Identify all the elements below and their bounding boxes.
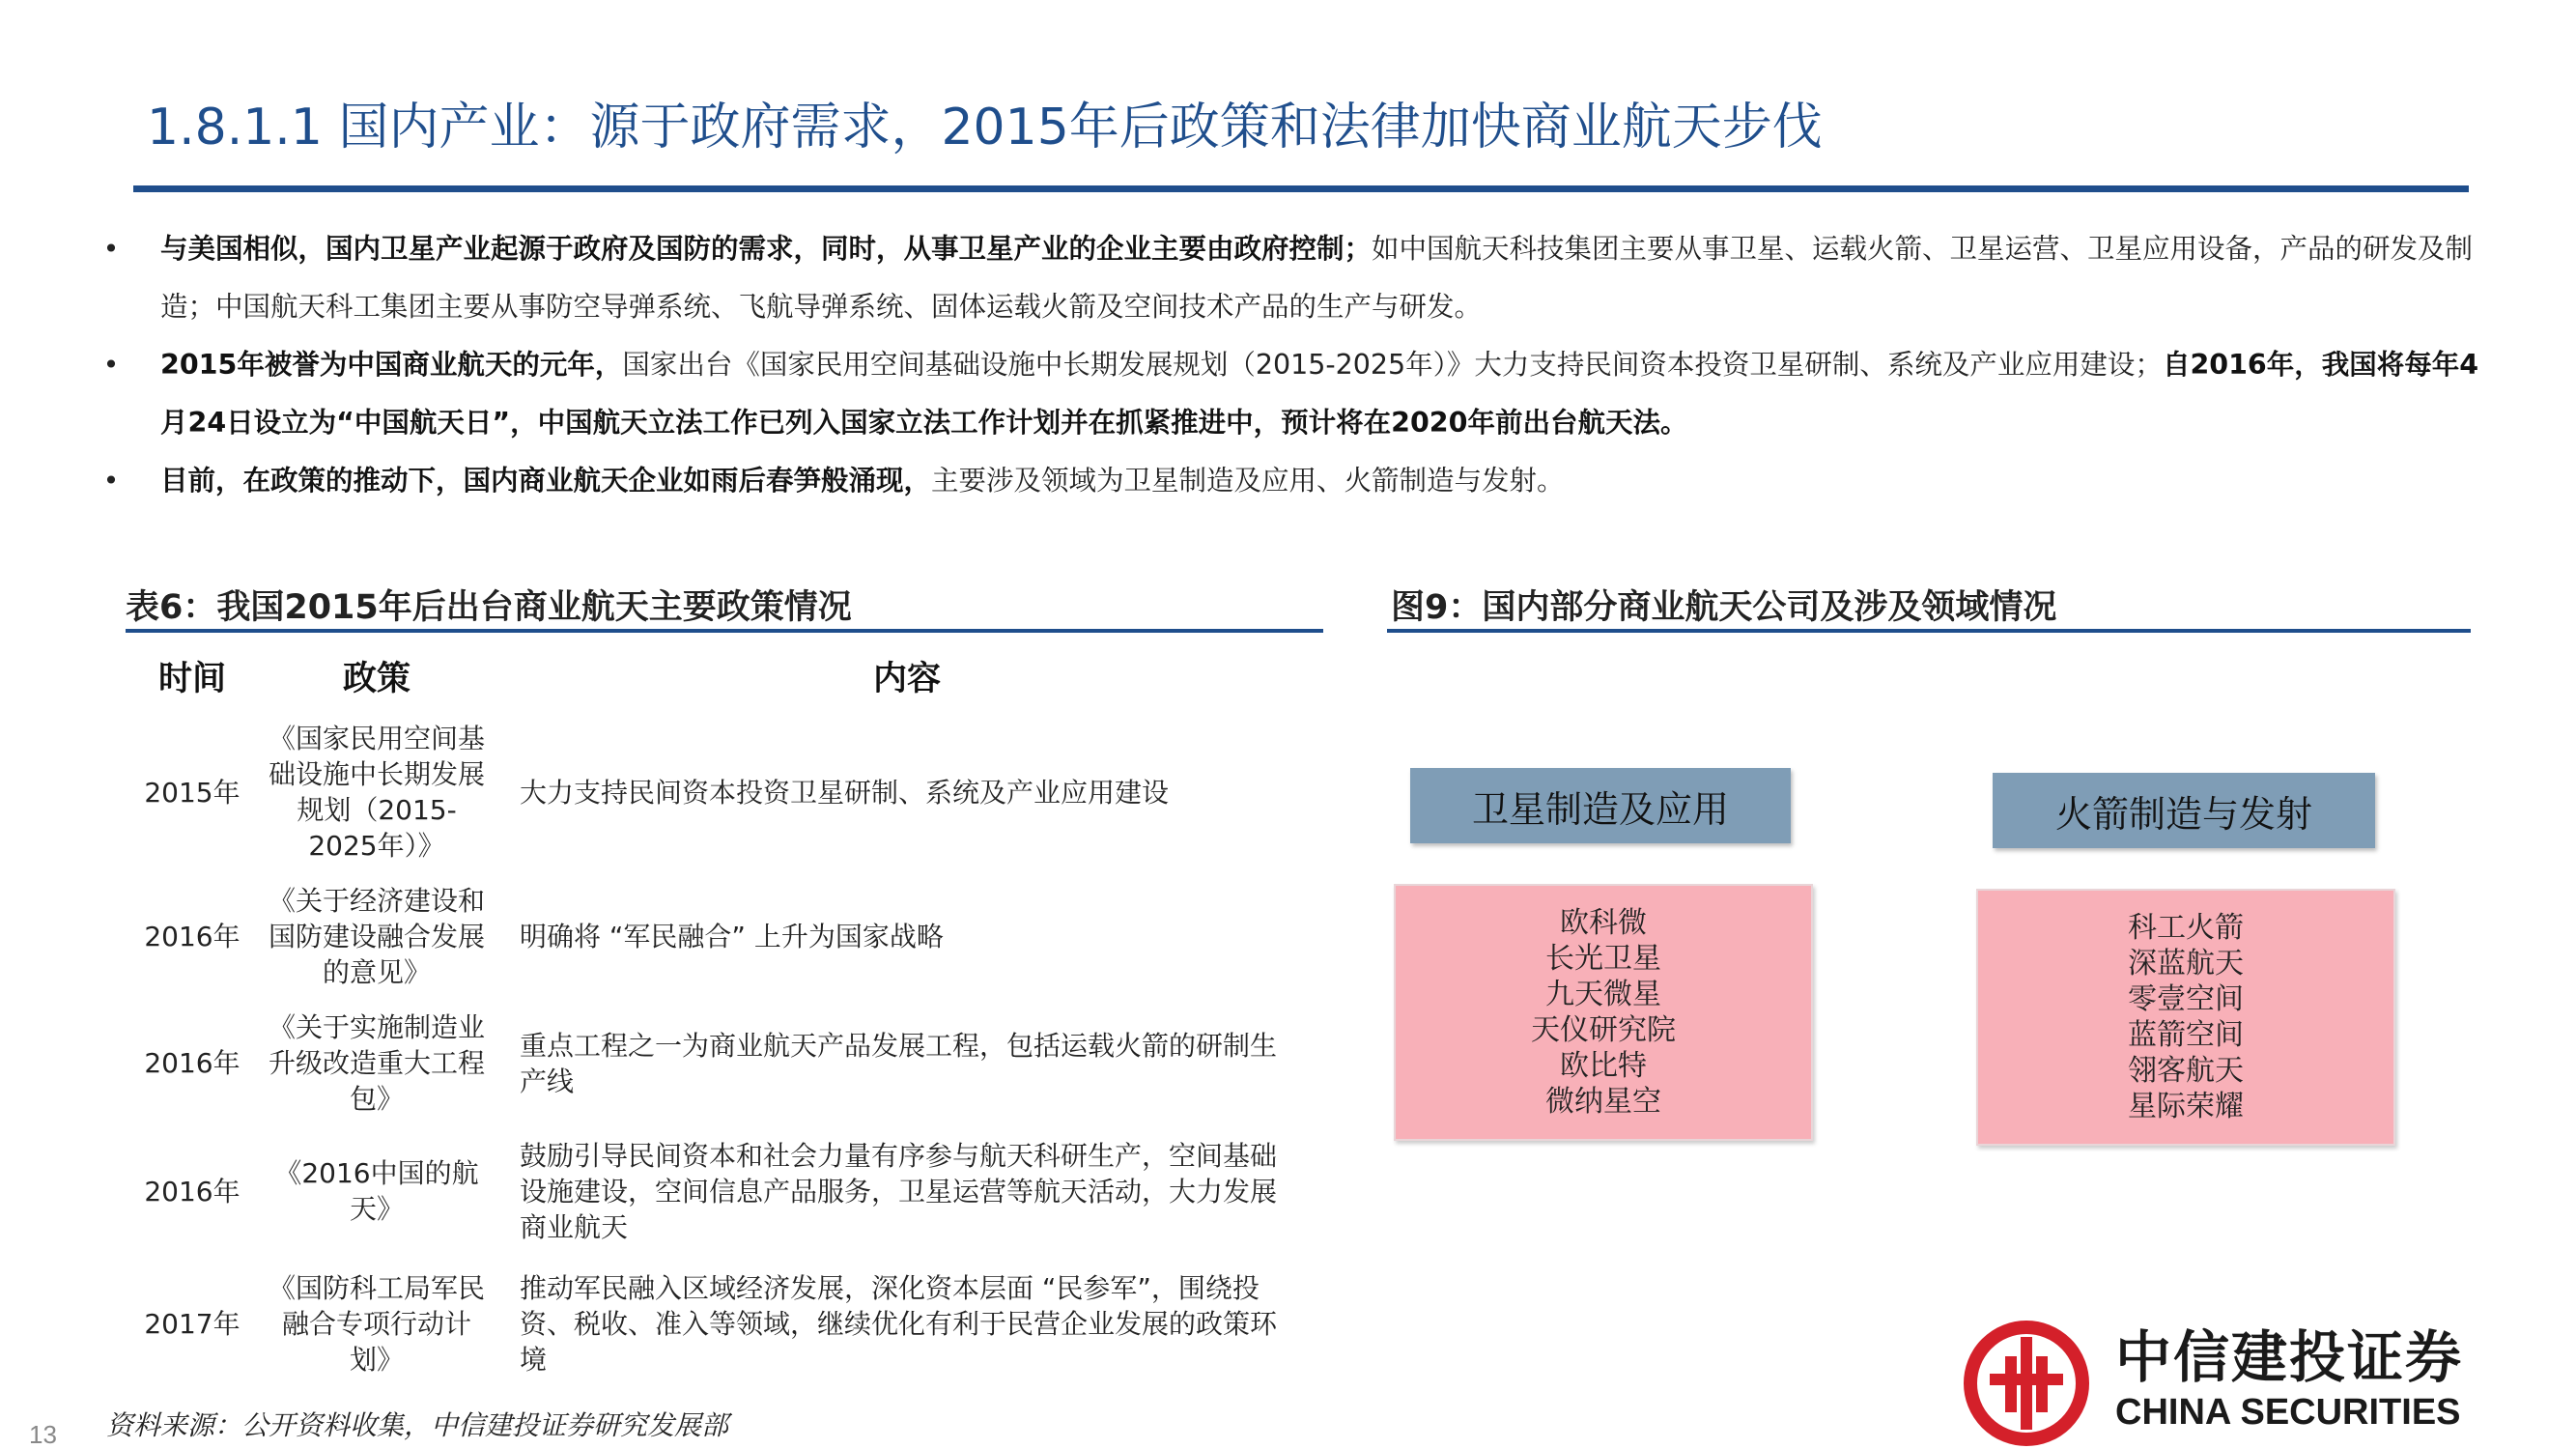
category-satellite: 卫星制造及应用 — [1410, 768, 1791, 843]
cell-year: 2016年 — [144, 921, 241, 952]
table-row — [131, 711, 1314, 873]
cell-content: 明确将 “军民融合” 上升为国家战略 — [520, 921, 944, 952]
bullet-dot-icon: • — [102, 349, 120, 381]
cell-year: 2016年 — [144, 1047, 241, 1079]
title-divider — [133, 185, 2469, 192]
company-name: 微纳星空 — [1545, 1085, 1661, 1119]
cell-policy: 《关于实施制造业升级改造重大工程包》 — [268, 1011, 485, 1115]
company-name: 深蓝航天 — [2128, 947, 2244, 980]
bullet-text: 主要涉及领域为卫星制造及应用、火箭制造与发射。 — [931, 465, 1565, 497]
company-name: 星际荣耀 — [2128, 1090, 2244, 1123]
page-title: 1.8.1.1 国内产业：源于政府需求，2015年后政策和法律加快商业航天步伐 — [147, 99, 1823, 156]
table-row — [131, 1126, 1314, 1256]
table-row — [131, 1256, 1314, 1391]
bullet-emphasis: 目前，在政策的推动下，国内商业航天企业如雨后春笋般涌现， — [160, 465, 932, 497]
figure-caption: 图9：国内部分商业航天公司及涉及领域情况 — [1391, 588, 2057, 627]
cell-policy: 《关于经济建设和国防建设融合发展的意见》 — [268, 885, 485, 988]
policy-table — [131, 641, 1314, 1391]
company-name: 欧科微 — [1560, 906, 1647, 940]
bullet-emphasis: 2015年被誉为中国商业航天的元年， — [160, 349, 623, 381]
logo-english-name: CHINA SECURITIES — [2115, 1392, 2461, 1433]
table-header-row — [131, 641, 1314, 711]
table-row — [131, 1000, 1314, 1126]
cell-content: 大力支持民间资本投资卫星研制、系统及产业应用建设 — [520, 776, 1170, 809]
table-caption: 表6：我国2015年后出台商业航天主要政策情况 — [126, 588, 852, 627]
bullet-item — [97, 220, 2482, 336]
category-rocket: 火箭制造与发射 — [1993, 773, 2375, 848]
cell-year: 2016年 — [144, 1175, 241, 1208]
column-header-policy: 政策 — [342, 660, 410, 698]
bullet-list — [97, 220, 2482, 510]
page-number: 13 — [29, 1420, 57, 1449]
company-name: 零壹空间 — [2128, 982, 2244, 1016]
source-note: 资料来源：公开资料收集，中信建投证券研究发展部 — [106, 1409, 729, 1441]
cell-year: 2017年 — [144, 1307, 241, 1340]
company-name: 长光卫星 — [1545, 942, 1661, 976]
cell-policy: 《国防科工局军民融合专项行动计划》 — [268, 1271, 485, 1376]
bullet-text: 如中国航天科技集团主要从事卫星、运载火箭、卫星运营、卫星应用设备，产品的研发及制造；中国航天科工集团主要从事防空导弹系统、飞航导弹系统、固体运载火箭及空间技术产品的生产与研发。 — [160, 233, 2474, 323]
citic-logo-icon — [1961, 1318, 2106, 1449]
bullet-emphasis-2: 自2016年，我国将每年4月24日设立为“中国航天日”，中国航天立法工作已列入国家立法工作计划并在抓紧推进中，预计将在2020年前出台航天法。 — [160, 349, 2479, 439]
cell-content: 鼓励引导民间资本和社会力量有序参与航天科研生产，空间基础设施建设，空间信息产品服务，卫星运营等航天活动，大力发展商业航天 — [520, 1139, 1278, 1243]
company-name: 九天微星 — [1545, 978, 1661, 1011]
column-header-content: 内容 — [872, 660, 941, 698]
bullet-item — [97, 452, 2482, 510]
bullet-text: 国家出台《国家民用空间基础设施中长期发展规划（2015-2025年）》大力支持民间资本投资卫星研制、系统及产业应用建设； — [622, 349, 2163, 381]
company-name: 蓝箭空间 — [2128, 1018, 2244, 1052]
company-name: 天仪研究院 — [1531, 1013, 1676, 1047]
logo-chinese-name: 中信建投证券 — [2115, 1324, 2464, 1390]
company-name: 欧比特 — [1560, 1049, 1647, 1083]
company-name: 翎客航天 — [2128, 1054, 2244, 1088]
column-header-time: 时间 — [157, 660, 226, 698]
bullet-dot-icon: • — [102, 465, 120, 497]
company-name: 科工火箭 — [2128, 911, 2244, 945]
cell-policy: 《国家民用空间基础设施中长期发展规划（2015-2025年）》 — [268, 723, 485, 862]
cell-policy: 《2016中国的航天》 — [274, 1157, 479, 1225]
table-caption-rule — [126, 629, 1323, 633]
bullet-dot-icon: • — [102, 233, 120, 265]
bullet-emphasis: 与美国相似，国内卫星产业起源于政府及国防的需求，同时，从事卫星产业的企业主要由政府控制； — [160, 233, 1373, 265]
company-list-rocket — [1976, 889, 2395, 1146]
cell-year: 2015年 — [144, 776, 241, 809]
bullet-item — [97, 336, 2482, 452]
table-row — [131, 873, 1314, 1000]
company-list-satellite — [1394, 884, 1813, 1141]
cell-content: 推动军民融入区域经济发展，深化资本层面 “民参军”，围绕投资、税收、准入等领域，继续优化有利于民营企业发展的政策环境 — [520, 1271, 1278, 1376]
cell-content: 重点工程之一为商业航天产品发展工程，包括运载火箭的研制生产线 — [520, 1029, 1278, 1097]
figure-caption-rule — [1387, 629, 2471, 633]
